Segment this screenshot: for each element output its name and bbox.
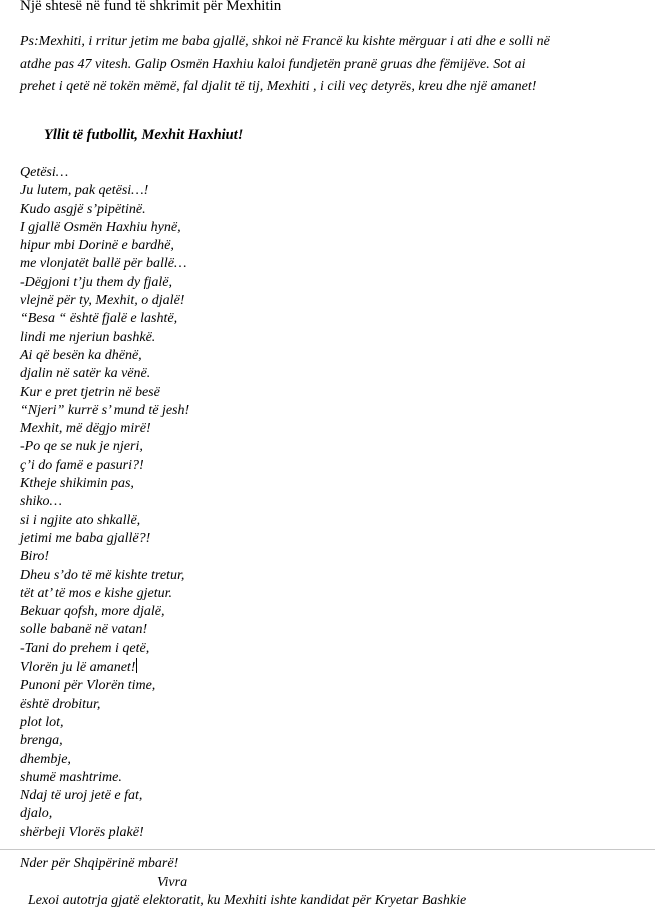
footer-note: Lexoi autotrja gjatë elektoratit, ku Mexhiti ishte kandidat për Kryetar Bashkie — [28, 893, 467, 908]
poem-line: është drobitur, — [20, 696, 101, 712]
poem-line: dhembje, — [20, 751, 71, 767]
poem-line: Ndaj të uroj jetë e fat, — [20, 788, 143, 804]
intro-line: prehet i qetë në tokën mëmë, fal djalit të tij, Mexhiti , i cili veç detyrës, kreu dhe një amanet! — [20, 79, 537, 94]
poem-line: Biro! — [20, 549, 50, 565]
text-cursor — [136, 658, 137, 673]
poem-line: -Dëgjoni t’ju them dy fjalë, — [20, 274, 173, 290]
poem-line: si i ngjite ato shkallë, — [20, 512, 141, 528]
poem-line: shumë mashtrime. — [20, 769, 122, 785]
poem-line: solle babanë në vatan! — [20, 622, 148, 638]
document-heading: Një shtesë në fund të shkrimit për Mexhitin — [20, 0, 282, 14]
poem-line: Punoni për Vlorën time, — [20, 678, 156, 694]
poem-line: Mexhit, më dëgjo mirë! — [20, 421, 151, 437]
poem-dedication: Yllit të futbollit, Mexhit Haxhiut! — [44, 127, 244, 143]
poem-line: brenga, — [20, 733, 63, 749]
poem-line: shiko… — [20, 494, 62, 510]
poem-line: ç’i do famë e pasuri?! — [20, 457, 144, 473]
poem-line: -Tani do prehem i qetë, — [20, 640, 150, 656]
poem-line: Kur e pret tjetrin në besë — [20, 384, 160, 400]
author-signature: Vivra — [157, 875, 188, 890]
poem-line: me vlonjatët ballë për ballë… — [20, 256, 187, 272]
poem-line: Vlorën ju lë amanet! — [20, 660, 136, 676]
intro-line: atdhe pas 47 vitesh. Galip Osmën Haxhiu kaloi fundjetën pranë gruas dhe fëmijëve. Sot ai — [20, 56, 526, 72]
footer-divider — [0, 849, 655, 850]
poem-line: djalo, — [20, 806, 53, 822]
poem-line: lindi me njeriun bashkë. — [20, 329, 156, 345]
poem-line: jetimi me baba gjallë?! — [20, 530, 151, 546]
poem-body — [20, 164, 189, 842]
poem-line: Qetësi… — [20, 165, 69, 180]
poem-line: vlejnë për ty, Mexhit, o djalë! — [20, 293, 185, 309]
poem-line: Ai që besën ka dhënë, — [20, 347, 142, 363]
poem-line: -Po qe se nuk je njeri, — [20, 439, 143, 455]
poem-line: hipur mbi Dorinë e bardhë, — [20, 238, 174, 254]
poem-line: Dheu s’do të më kishte tretur, — [20, 567, 185, 583]
poem-line: Bekuar qofsh, more djalë, — [20, 604, 165, 620]
intro-line: Ps:Mexhiti, i rritur jetim me baba gjallë, shkoi në Francë ku kishte mërguar i ati dhe e solli në — [20, 34, 550, 49]
poem-line: “Njeri” kurrë s’ mund të jesh! — [20, 402, 190, 418]
closing-line: Nder për Shqipërinë mbarë! — [20, 856, 179, 871]
intro-paragraph — [20, 31, 630, 99]
poem-line: tët at’ të mos e kishe gjetur. — [20, 585, 173, 601]
poem-line: djalin në satër ka vënë. — [20, 366, 151, 382]
poem-line: I gjallë Osmën Haxhiu hynë, — [20, 219, 181, 235]
poem-line: Ju lutem, pak qetësi…! — [20, 183, 149, 199]
poem-line: Ktheje shikimin pas, — [20, 476, 134, 492]
poem-line: plot lot, — [20, 714, 64, 730]
poem-line: “Besa “ është fjalë e lashtë, — [20, 311, 178, 327]
poem-line: shërbeji Vlorës plakë! — [20, 824, 144, 840]
poem-line: Kudo asgjë s’pipëtinë. — [20, 201, 146, 217]
